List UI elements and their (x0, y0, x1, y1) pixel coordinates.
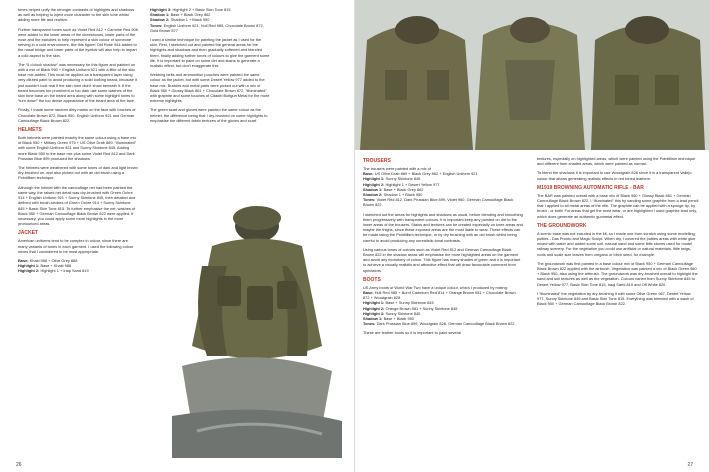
m1919-heading: M1919 BROWNING AUTOMATIC RIFLE - BAR (537, 184, 644, 191)
paint-mix-line: Shadow 2: Shadow 1 + Black 950 (363, 192, 423, 198)
paint-mix-line: Highlight 3: Highlight 2 + Basic Skin Tone 815 (150, 7, 231, 12)
paint-mix-line: Base: Khaki 988 + Olive Grey 888 (18, 257, 78, 263)
figure-photo-strip (355, 0, 709, 150)
trousers-intro: The trousers were painted with a mix of (363, 166, 431, 171)
body-paragraph: I “illuminated” the vegetation by dry-brushing it with some Olive Green 967, Desert Yellow 977, Sunny Skintone 845 and Basic Skin Tone 815. Everything was blended with a wash of Black 950 + German Camouflage Black Brown 822. (537, 290, 694, 307)
body-paragraph: To blend the shadows it is important to use Woodgrain 828 since it is a transparent Vallejo colour that allows generating realistic effects in red toned leathers. (537, 170, 692, 181)
paint-mix-line: Highlight 2: Highlight 1 + Iraqi Sand 819 (18, 268, 89, 274)
right-column-2 (537, 156, 699, 310)
paint-mix-line: Base: Hull Red 985 + Burnt Cadmium Red 814 + Orange Brown 981 + Chocolate Brown 872 + Woodgrain 828 (363, 290, 516, 301)
paint-mix-line: Shadow 1: Base + Black Grey 862 (363, 186, 424, 192)
paint-mix-line: Highlight 2: Orange Brown 981 + Sunny Skintone 845 (363, 305, 458, 311)
body-paragraph: textures, especially on highlighted areas, which were painted using the Pointillism technique and different from shaded areas, which were painted as normal. (537, 156, 696, 167)
body-paragraph: Further transparent tones such as Violet Red 812 + Carmine Red 908 were added to the lower areas of the cheekbones, lower parts of the nose and the earlobes to help represent a skin colour of someone serving in a cold environment, like this figure! Old Rose 944 added to the nasal bridge and lower parts of the eyelids will also help to impart a cold aspect to the skin. (18, 26, 138, 58)
boots-heading: BOOTS (363, 276, 381, 283)
left-column-2 (150, 7, 270, 127)
paint-mix-line: Tones: English Uniform 921, Hull Red 985, Chocolate Brown 872, Gold Brown 877 (150, 22, 264, 33)
paint-mix-line: Highlight 1: Sunny Skintone 845 (363, 176, 421, 182)
groundwork-heading: THE GROUNDWORK (537, 222, 587, 229)
body-paragraph: The groundwork was first painted in a base colour mix of Black 950 + German Camouflage Black Brown 822 applied with the airbrush. Vegetation was painted a mix of Black Green 980 + Black 950, also using the airbrush. The groundwork was dry-brushed overall to highlight the sand and soil textures as well as the vegetation. Colours varied from Sunny Skintone 845 to Desert Yellow 977, Basic Skin Tone 815, Iraqi Sand 819 and Off White 820. (537, 260, 698, 287)
helmets-heading: HELMETS (18, 127, 42, 134)
body-paragraph: These are leather boots so it is important to paint several (363, 330, 461, 336)
paint-mix-line: Highlight 1: Base + Khaki 988 (18, 263, 72, 269)
body-paragraph: I sketched out the areas for highlights and shadows as usual, before blending and smoothing them progressively with transparent colours. It is important keep any painted on dirt to the lower areas of the trousers. Stains and textures can be created especially on knee areas and maybe the thighs, since these exposed areas are the most liable to wear. These effects can be made using the Pointillism technique, or by dry brushing with an old brush whilst being careful to avoid producing any unrealistic tonal contrasts. (363, 211, 523, 243)
body-paragraph: Using various tones of colours such as Violet Red 812 and German Camouflage Black Brown 822 in the shadow areas will emphasise the more highlighted areas on the garment and avoid any monotony of colour. This figure has many shades of green and it is important to achieve a visually realistic and attractive effect that will draw favourable comment from spectators. (363, 246, 521, 273)
paint-mix-line: Shadow 1: Base + Black 950 (363, 316, 414, 322)
paint-mix-line: Highlight 1: Base + Sunny Skintone 845 (363, 300, 434, 306)
paint-mix-line: Highlight 3: Sunny Skintone 845 (363, 310, 421, 316)
figure-photo-back (172, 196, 342, 458)
body-paragraph: The “5 o'clock shadow” was necessary for this figure and painted on with a mix of Black 950 + English Uniform 921 with a little of the skin base mix added. This must be applied as a transparent layer using very diluted paint to avoid producing a solid looking beard, because it just wouldn't look real if the skin tone didn't show beneath it. If the beard becomes too prominent or too dark use some washes of the skin tone base on the beard area along with some highlight tones to “turn down” the too dense appearance of the beard area of the face. (18, 61, 137, 104)
body-paragraph: Both helmets were painted exactly the same colour using a base mix of Black 950 + Military Green 975 + US Olive Drab 889. “Illuminated” with some English Uniform 921 and Sunny Skintone 845. Adding more Black 950 to the base mix plus some Violet Red 812 and Dark Prussian Blue 899 produced the shadows. (18, 135, 137, 161)
body-paragraph: Finally, I made some random dirty marks on the face with touches of Chocolate Brown 872, Black 950, English Uniform 921 and German Camouflage Black Brown 822. (18, 107, 136, 123)
body-paragraph: American uniforms tend to be complex in colour, since there are many variants of tones in each garment. I used the following colour mixes that I considered to be most appropriate. (18, 238, 134, 254)
paint-mix-line: Base: US Olive Drab 889 + Black Grey 862 + English Uniform 921 (363, 171, 478, 177)
body-paragraph: tones helped unify the stronger contrasts of highlights and shadows as well as helping to inject more character to the skin tone whilst adding more life and realism. (18, 7, 135, 23)
paint-mix-line: Highlight 2: Highlight 1 + Desert Yellow 977 (363, 181, 440, 187)
paint-mix-line: Shadow 2: Shadow 1 + Black 950 (150, 17, 210, 23)
body-paragraph: Webbing belts and ammunition pouches were painted the same colour as the jacket, but with some Desert Yellow 977 added to the base mix. Buckles and metal parts were picked out with a mix of Black 950 + Glossy Black 861 + Chocolate Brown 872, “illuminated” with graphite and some touches of Citadel Boltgun Metal for the more extreme highlights. (150, 72, 270, 104)
page-number-left: 26 (16, 462, 22, 468)
boots-intro: US Army boots of World War Two have a unique colour, which I produced by mixing: (363, 284, 508, 290)
body-paragraph: The BAR was painted overall with a base mix of Black 950 + Glossy Black 861 + German Camouflage Black Brown 822. I “illuminated” this by sanding some graphite from a lead pencil that I applied to all metal areas of the rifle. The graphite can be applied with a sponge tip, by brush - or both! For areas that get the most wear, or are highlighted I used graphite lead only, which does generate an authentic gunmetal effect. (537, 192, 699, 219)
body-paragraph: A scenic base was not included in the kit, so I made one from scratch using some modelling putties - Das Pronto and Magic Sculpt. When dry, I covered the putties areas with white glue mixed with water and added some soil, natural sand and some little stones used for model railway scenery. For the vegetation you could use artificial or natural materials, little twigs, roots and scale size leaves from oregano or birch seed, for example. (537, 230, 696, 257)
paint-mix-line: Tones: Dark Prussian Blue 899, Woodgrain 828, German Camouflage Black Brown 822. (363, 321, 516, 327)
right-column-1 (363, 156, 523, 340)
left-page (0, 0, 354, 472)
jacket-heading: JACKET (18, 230, 39, 237)
trousers-heading: TROUSERS (363, 158, 391, 164)
body-paragraph: Although the helmet with the camouflage net had been painted the same way, the raised net detail was dry-brushed with Green Ochre 914 + English Uniform 921 + Sunny Skintone 845, then detailed and defined with brush-strokes of Green Ochre 914 + Sunny Skintone 845 + Basic Skin Tone 815. To further emphasise the net, washes of Black 950 + German Camouflage Black Brown 822 were applied. If necessary, you could apply some more highlights in the more pronounced areas. (18, 184, 136, 227)
paint-mix-line: Shadow 1: Base + Black Grey 862 (150, 12, 211, 18)
paint-mix-line: Tones: Violet Red 812, Dark Prussian Blue 899, Violet 960, German Camouflage Black Brown 822. (363, 197, 514, 208)
right-page (355, 0, 709, 472)
body-paragraph: The green scarf and gloves were painted the same colour as the helmet, the difference being that I dry-brushed on some highlights to emphasise the different fabric textures of the gloves and scarf. (150, 107, 268, 123)
page-number-right: 27 (687, 462, 693, 468)
figure-back-illustration (172, 196, 342, 458)
body-paragraph: The helmets were weathered with some tones of dark and light brown dry-brushed on, and also picked out with an old brush using a Pointillism technique. (18, 165, 138, 181)
body-paragraph: I used a similar technique for painting the jacket as I used for the skin. First, I sketched out and painted the general areas for the highlights and shadows and then gradually softened and blended them, finally adding further tones of colours to give the garment some life. It is important to paint on some dirt and stains to generate a realistic effect, but don't exaggerate this. (150, 37, 270, 69)
left-column-1 (18, 7, 138, 274)
figure-closeups-illustration (355, 0, 709, 150)
